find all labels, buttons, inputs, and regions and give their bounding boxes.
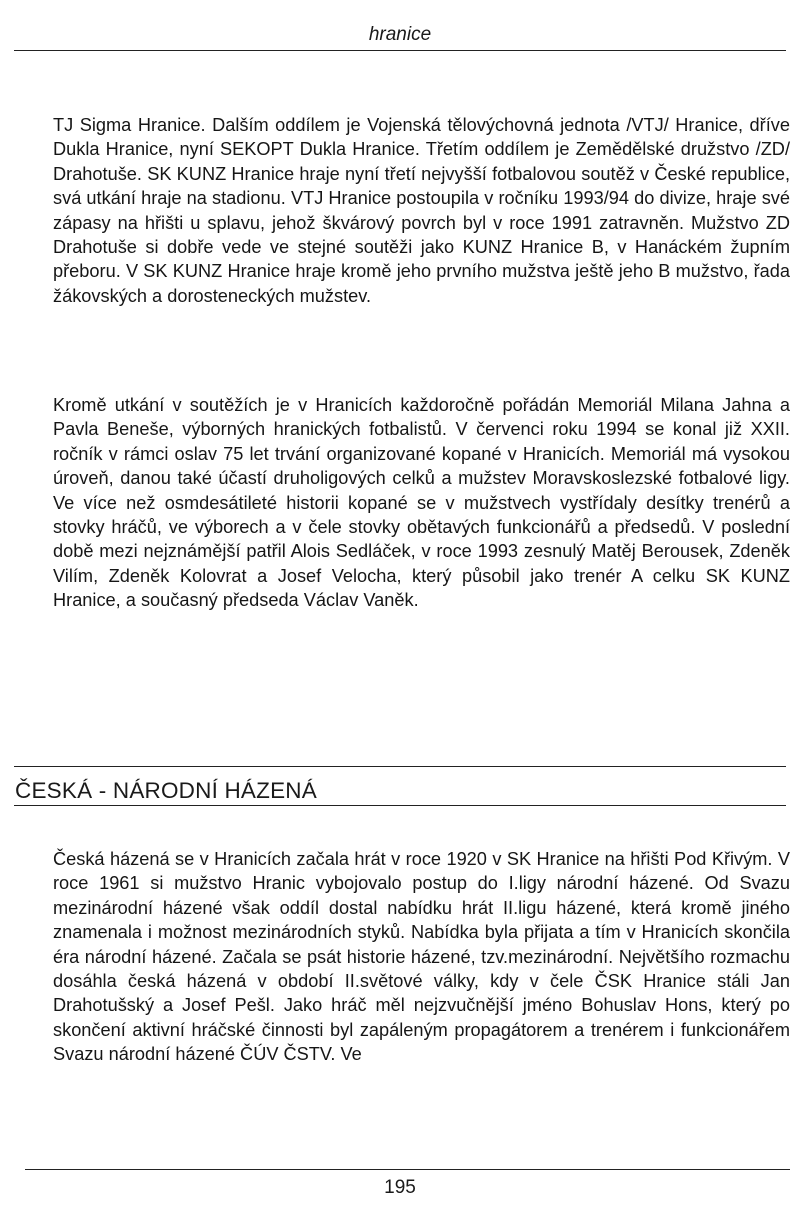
body-paragraph-1: TJ Sigma Hranice. Dalším oddílem je Vojenská tělovýchovná jednota /VTJ/ Hranice, dříve Dukla Hranice, nyní SEKOPT Dukla Hranice. Třetím oddílem je Zemědělské družstvo /ZD/ Drahotuše. SK KUNZ Hranice hraje nyní třetí nejvyšší fotbalovou soutěž v České republice, svá utkání hraje na stadionu. VTJ Hranice postoupila v ročníku 1993/94 do divize, hraje své zápasy na hřišti u splavu, jehož škvárový povrch byl v roce 1991 zatravněn. Mužstvo ZD Drahotuše si dobře vede ve stejné soutěži jako KUNZ Hranice B, v Hanáckém župním přeboru. V SK KUNZ Hranice hraje kromě jeho prvního mužstva ještě jeho B mužstvo, řada žákovských a dorosteneckých mužstev. — [53, 115, 790, 306]
header-rule — [14, 50, 786, 51]
section-bottom-rule — [14, 805, 786, 806]
section-heading: ČESKÁ - NÁRODNÍ HÁZENÁ — [15, 778, 317, 803]
footer-rule — [25, 1169, 790, 1170]
section-top-rule — [14, 766, 786, 767]
section-paragraph-1: Česká házená se v Hranicích začala hrát v roce 1920 v SK Hranice na hřišti Pod Křivým. V roce 1961 si mužstvo Hranic vybojovalo postup do I.ligy národní házené. Od Svazu mezinárodní házené však oddíl dostal nabídku hrát II.ligu házené, která kromě jiného znamenala i možnost mezinárodních styků. Nabídka byla přijata a tím v Hranicích skončila éra národní házené. Začala se psát historie házené, tzv.mezinárodní. Největšího rozmachu dosáhla česká házená v období II.světové války, kdy v čele ČSK Hranice stáli Jan Drahotušský a Josef Pešl. Jako hráč měl nejzvučnější jméno Bohuslav Hons, který po skončení aktivní hráčské činnosti byl zapáleným propagátorem a trenérem i funkcionářem Svazu národní házené ČÚV ČSTV. Ve — [53, 849, 790, 1065]
body-paragraph-2: Kromě utkání v soutěžích je v Hranicích každoročně pořádán Memoriál Milana Jahna a Pavla Beneše, výborných hranických fotbalistů. V červenci roku 1994 se konal již XXII. ročník v rámci oslav 75 let trvání organizované kopané v Hranicích. Memoriál má vysokou úroveň, danou také účastí druholigových celků a mužstev Moravskoslezské fotbalové ligy. Ve více než osmdesátileté historii kopané se v mužstvech vystřídaly desítky trenérů a stovky hráčů, ve výborech a v čele stovky obětavých funkcionářů a předsedů. V poslední době mezi nejznámější patřil Alois Sedláček, v roce 1993 zesnulý Matěj Berousek, Zdeněk Vilím, Zdeněk Kolovrat a Josef Velocha, který působil jako trenér A celku SK KUNZ Hranice, a současný předseda Václav Vaněk. — [53, 395, 790, 611]
page-number: 195 — [384, 1177, 416, 1198]
running-header: hranice — [368, 24, 432, 45]
